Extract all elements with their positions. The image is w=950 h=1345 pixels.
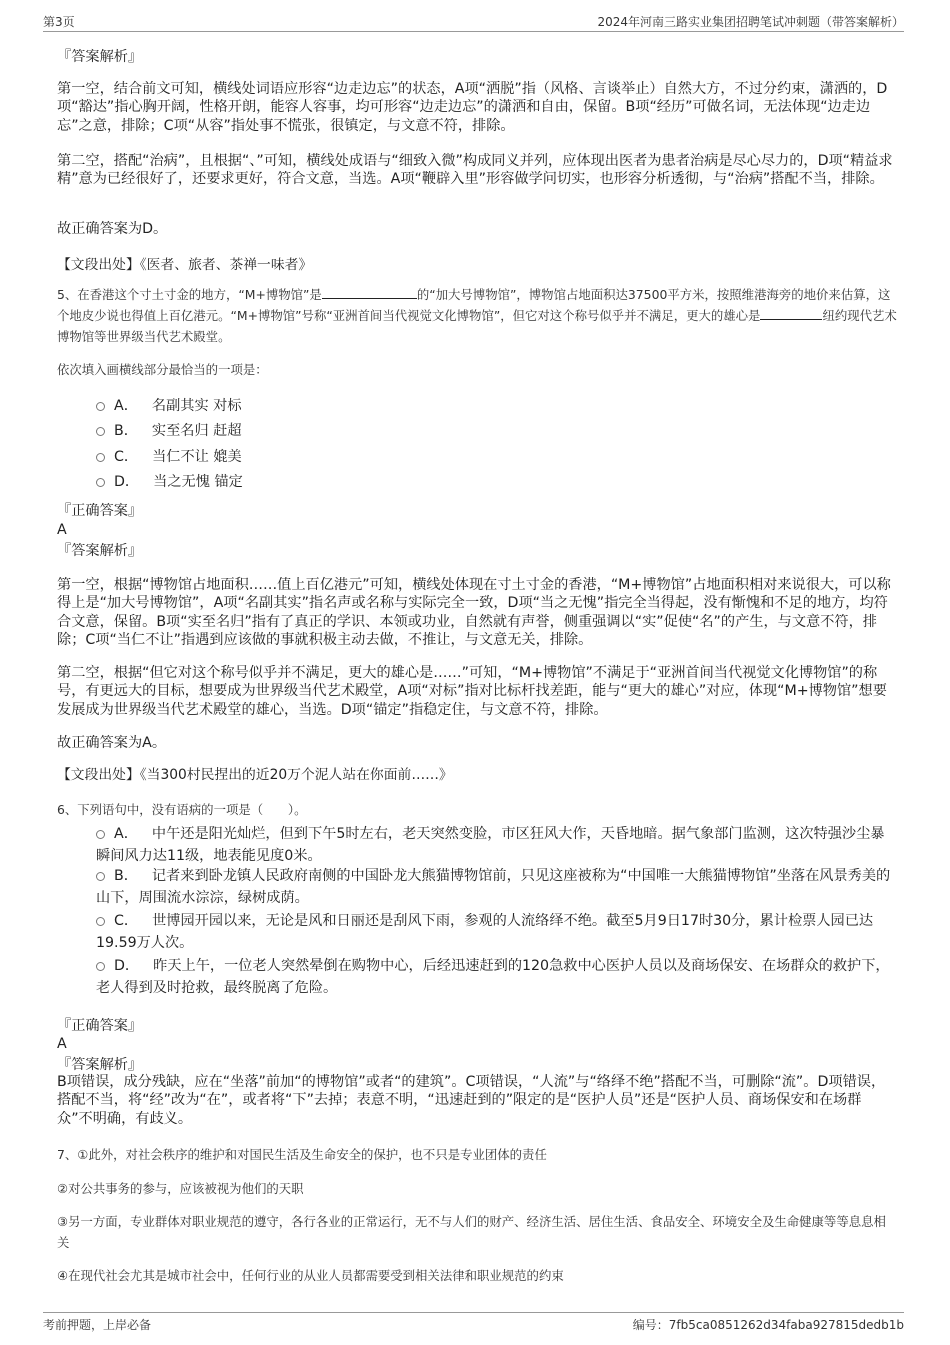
q5-blank-1: [322, 286, 417, 299]
page-number: 第3页: [43, 15, 75, 29]
radio-icon[interactable]: [96, 478, 105, 487]
radio-icon[interactable]: [96, 402, 105, 411]
option-text: 记者来到卧龙镇人民政府南侧的中国卧龙大熊猫博物馆前，只见这座被称为“中国唯一大熊猫博物馆”坐落在风景秀美的山下，周围流水淙淙，绿树成荫。: [96, 868, 891, 906]
q4-analysis-para1: 第一空，结合前文可知，横线处词语应形容“边走边忘”的状态，A项“洒脱”指（风格、言谈举止）自然大方，不过分约束，潇洒的，D项“豁达”指心胸开阔，性格开朗，能容人容事，均可形容“边走边忘”的潇洒和自由，保留。B项“经历”可做名词，无法体现“边走边忘”之意，排除；C项“从容”指处事不慌张，很镇定，与文意不符，排除。: [57, 81, 888, 134]
q6-analysis-heading: 『答案解析』: [57, 1057, 143, 1073]
option-letter: B．: [114, 423, 138, 439]
q6-option-d[interactable]: [96, 955, 898, 999]
option-text: 昨天上午，一位老人突然晕倒在购物中心，后经迅速赶到的120急救中心医护人员以及商场保安、在场群众的救护下，老人得到及时抢救，最终脱离了危险。: [96, 958, 890, 996]
q6-answer-heading: 『正确答案』: [57, 1018, 143, 1034]
option-letter: D．: [114, 474, 140, 490]
option-letter: A．: [114, 826, 138, 842]
q5-option-c[interactable]: [96, 448, 242, 466]
option-text: 当仁不让 媲美: [152, 449, 242, 465]
q5-stem-part3: 纽约现代艺术博物馆等世界级当代艺术殿堂。: [57, 308, 897, 344]
footer-code-label: 编号：: [632, 1318, 669, 1332]
radio-icon[interactable]: [96, 453, 105, 462]
radio-icon[interactable]: [96, 830, 105, 839]
q5-conclusion: 故正确答案为A。: [57, 735, 167, 751]
q5-answer: A: [57, 522, 67, 538]
q6-answer: A: [57, 1036, 67, 1052]
q5-stem-part1: 5、在香港这个寸土寸金的地方，“M+博物馆”是: [57, 287, 322, 302]
q4-source: 【文段出处】《医者、旅者、茶禅一味者》: [57, 257, 313, 273]
q4-analysis-heading: 『答案解析』: [57, 49, 143, 65]
option-letter: A．: [114, 398, 138, 414]
q6-option-b[interactable]: [96, 865, 898, 909]
radio-icon[interactable]: [96, 962, 105, 971]
q5-answer-heading: 『正确答案』: [57, 503, 143, 519]
q4-conclusion: 故正确答案为D。: [57, 221, 168, 237]
option-letter: C．: [114, 449, 139, 465]
q6-option-a[interactable]: [96, 823, 898, 867]
radio-icon[interactable]: [96, 917, 105, 926]
option-text: 当之无愧 锚定: [153, 474, 243, 490]
q5-option-b[interactable]: [96, 422, 242, 440]
footer-code-value: 7fb5ca0851262d34faba927815dedb1b: [668, 1318, 904, 1332]
option-text: 中午还是阳光灿烂，但到下午5时左右，老天突然变脸，市区狂风大作，天昏地暗。据气象部门监测，这次特强沙尘暴瞬间风力达11级，地表能见度0米。: [96, 826, 885, 864]
header-divider: [43, 31, 904, 32]
q6-stem: 6、下列语句中，没有语病的一项是（ ）。: [57, 802, 307, 817]
q5-option-a[interactable]: [96, 397, 242, 415]
q6-option-c[interactable]: [96, 910, 898, 954]
q4-analysis-para2: 第二空，搭配“治病”，且根据“、”可知，横线处成语与“细致入微”构成同义并列，应体现出医者为患者治病是尽心尽力的，D项“精益求精”意为已经很好了，还要求更好，符合文意，当选。A项“鞭辟入里”形容做学问切实，也形容分析透彻，与“治病”搭配不当，排除。: [57, 153, 893, 188]
q5-stem-part2: 的“加大号博物馆”，博物馆占地面积达37500平方米，按照维港海旁的地价来估算，这个地皮少说也得值上百亿港元。“M+博物馆”号称“亚洲首间当代视觉文化博物馆”，但它对这个称号似乎并不满足，更大的雄心是: [57, 287, 891, 323]
q7-statement-4: ④在现代社会尤其是城市社会中，任何行业的从业人员都需要受到相关法律和职业规范的约束: [57, 1268, 564, 1283]
q5-option-d[interactable]: [96, 473, 243, 491]
q5-analysis-heading: 『答案解析』: [57, 543, 143, 559]
q5-instruction: 依次填入画横线部分最恰当的一项是：: [57, 362, 268, 377]
q7-statement-1: 7、①此外，对社会秩序的维护和对国民生活及生命安全的保护，也不只是专业团体的责任: [57, 1147, 547, 1162]
q7-statement-2: ②对公共事务的参与，应该被视为他们的天职: [57, 1181, 304, 1196]
page-header: [0, 0, 950, 30]
q5-analysis-para2: 第二空，根据“但它对这个称号似乎并不满足，更大的雄心是……”可知，“M+博物馆”不满足于“亚洲首间当代视觉文化博物馆”的称号，有更远大的目标，想要成为世界级当代艺术殿堂，A项“对标”指对比标杆找差距，能与“更大的雄心”对应，体现“M+博物馆”想要发展成为世界级当代艺术殿堂的雄心，当选。D项“锚定”指稳定住，与文意不符，排除。: [57, 665, 887, 718]
option-text: 实至名归 赶超: [151, 423, 242, 439]
q5-source: 【文段出处】《当300村民捏出的近20万个泥人站在你面前……》: [57, 767, 453, 783]
option-letter: B．: [114, 868, 138, 884]
q5-blank-2: [760, 307, 822, 320]
option-text: 世博园开园以来，无论是风和日丽还是刮风下雨，参观的人流络绎不绝。截至5月9日17时30分，累计检票人园已达19.59万人次。: [96, 913, 874, 951]
q5-stem: [57, 284, 897, 347]
option-letter: C．: [114, 913, 139, 929]
radio-icon[interactable]: [96, 427, 105, 436]
option-text: 名副其实 对标: [151, 398, 242, 414]
footer-divider: [43, 1312, 904, 1313]
document-title: 2024年河南三路实业集团招聘笔试冲刺题（带答案解析）: [597, 15, 904, 29]
radio-icon[interactable]: [96, 872, 105, 881]
footer-slogan: 考前押题，上岸必备: [43, 1318, 152, 1332]
q6-analysis: B项错误，成分残缺，应在“坐落”前加“的博物馆”或者“的建筑”。C项错误，“人流”与“络绎不绝”搭配不当，可删除“流”。D项错误，搭配不当，将“经”改为“在”，或者将“下”去掉；表意不明，“迅速赶到的”限定的是“医护人员”还是“医护人员、商场保安和在场群众”不明确，有歧义。: [57, 1074, 886, 1127]
footer-code: [633, 1316, 904, 1333]
q5-analysis-para1: 第一空，根据“博物馆占地面积……值上百亿港元”可知，横线处体现在寸土寸金的香港，“M+博物馆”占地面积相对来说很大，可以称得上是“加大号博物馆”，A项“名副其实”指名声或名称与实际完全一致，D项“当之无愧”指完全当得起，没有惭愧和不足的地方，均符合文意，保留。B项“实至名归”指有了真正的学识、本领或功业，自然就有声誉，侧重强调以“实”促使“名”的产生，与文意不符，排除；C项“当仁不让”指遇到应该做的事就积极主动去做，不推让，与文意无关，排除。: [57, 577, 891, 649]
option-letter: D．: [114, 958, 140, 974]
q7-statement-3: ③另一方面，专业群体对职业规范的遵守，各行各业的正常运行，无不与人们的财产、经济生活、居住生活、食品安全、环境安全及生命健康等等息息相关: [57, 1214, 886, 1250]
